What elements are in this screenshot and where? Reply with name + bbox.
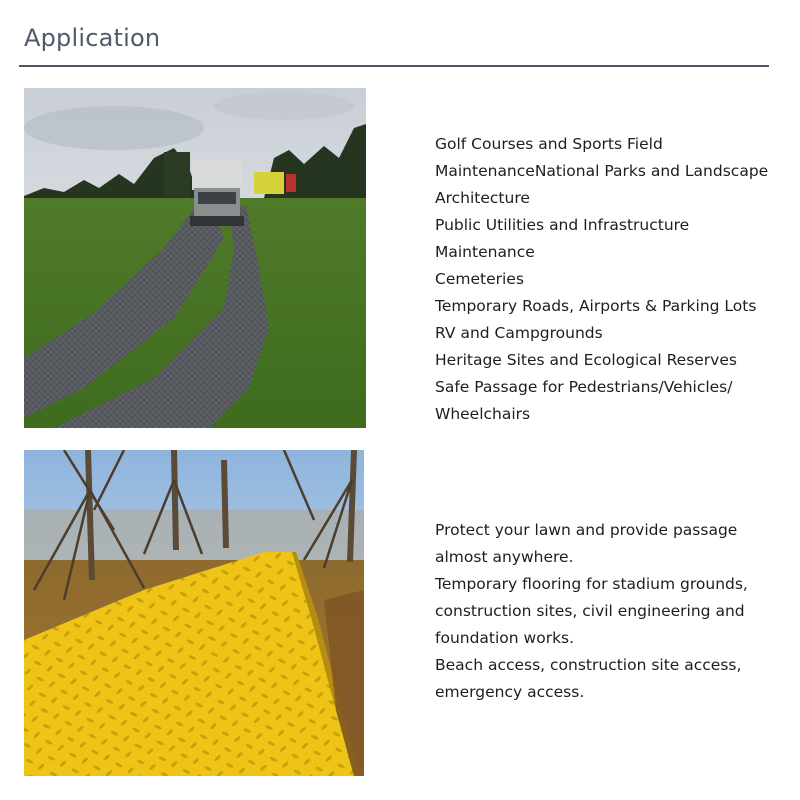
list-item: Golf Courses and Sports Field — [435, 135, 663, 153]
text-line: construction sites, civil engineering and — [435, 602, 745, 620]
text-line: Beach access, construction site access, — [435, 656, 742, 674]
text-line: foundation works. — [435, 629, 575, 647]
yellow-mat-walkway-photo — [24, 450, 364, 776]
list-item: Cemeteries — [435, 270, 524, 288]
list-item: Safe Passage for Pedestrians/Vehicles/ — [435, 378, 733, 396]
text-line: Protect your lawn and provide passage — [435, 521, 738, 539]
list-item: Public Utilities and Infrastructure — [435, 216, 690, 234]
text-line: almost anywhere. — [435, 548, 574, 566]
benefits-text — [435, 517, 780, 706]
section-heading: Application — [24, 24, 161, 52]
list-item: Wheelchairs — [435, 405, 531, 423]
text-line: Temporary flooring for stadium grounds, — [435, 575, 748, 593]
text-line: emergency access. — [435, 683, 585, 701]
list-item: Temporary Roads, Airports & Parking Lots — [435, 297, 757, 315]
list-item: Architecture — [435, 189, 530, 207]
truck-on-mats-photo — [24, 88, 366, 428]
list-item: MaintenanceNational Parks and Landscape — [435, 162, 769, 180]
heading-divider — [19, 65, 769, 67]
list-item: Maintenance — [435, 243, 535, 261]
list-item: Heritage Sites and Ecological Reserves — [435, 351, 737, 369]
application-list — [435, 131, 780, 428]
list-item: RV and Campgrounds — [435, 324, 603, 342]
